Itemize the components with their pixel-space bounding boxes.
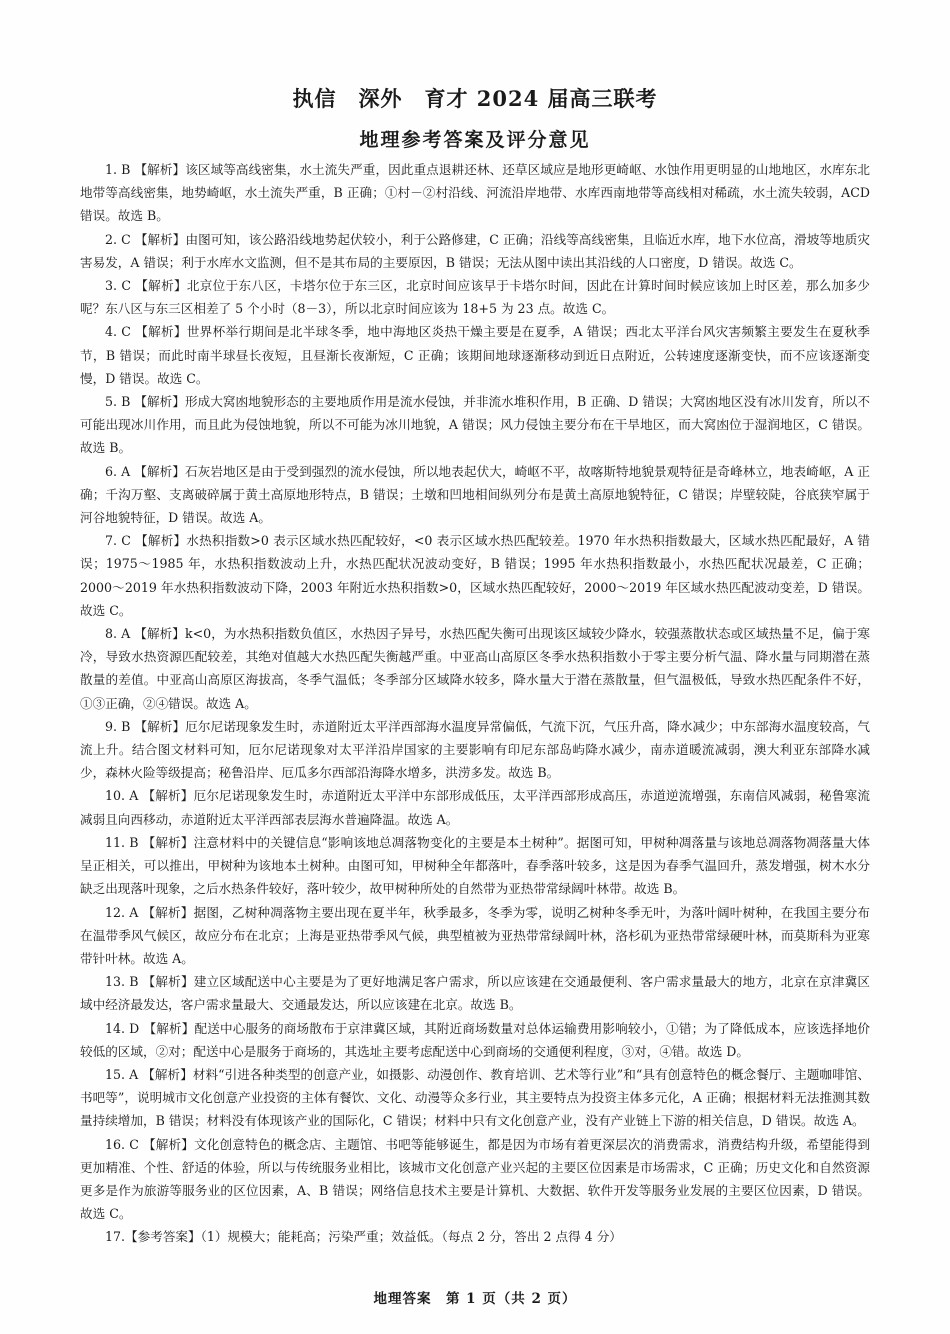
analysis-text: 形成大窝凼地貌形态的主要地质作用是流水侵蚀，并非流水堆积作用，B 正确、D 错误；大窝凼地区没有冰川发育，所以不可能出现冰川作用，而且此为侵蚀地貌，所以不可能为冰川地貌，A 错误；风力侵蚀主要分布在干旱地区，而大窝凼位于湿润地区，C 错误。故选 B。	[80, 394, 870, 456]
analysis-tag: 【解析】	[143, 1020, 195, 1036]
reference-answer-text: （1）规模大；能耗高；污染严重；效益低。（每点 2 分，答出 2 点得 4 分）	[200, 1229, 622, 1245]
reference-answer-tag: 【参考答案】	[125, 1229, 201, 1245]
answer-number: 16. C	[105, 1136, 139, 1152]
analysis-tag: 【解析】	[135, 533, 187, 549]
analysis-tag: 【解析】	[142, 974, 194, 990]
answer-number: 2. C	[105, 231, 131, 247]
analysis-text: 据图，乙树种凋落物主要出现在夏半年，秋季最多，冬季为零，说明乙树种冬季无叶，为落叶阔叶树种，在我国主要分布在温带季风气候区，故应分布在北京；上海是亚热带季风气候，典型植被为亚热带常绿阔叶林，洛杉矶为亚热带常绿硬叶林，而莫斯科为亚寒带针叶林。故选 A。	[80, 904, 871, 966]
answer-item-9	[80, 715, 870, 785]
answer-number: 8. A	[105, 626, 131, 642]
answer-item-14	[80, 1017, 870, 1063]
analysis-text: 文化创意特色的概念店、主题馆、书吧等能够诞生，都是因为市场有着更深层次的消费需求，消费结构升级，希望能得到更加精准、个性、舒适的体验，所以与传统服务业相比，该城市文化创意产业兴起的主要区位因素是市场需求，C 正确；历史文化和自然资源更多是作为旅游等服务业的区位因素，A、B 错误；网络信息技术主要是计算机、大数据、软件开发等服务业发展的主要区位因素，D 错误。故选 C。	[80, 1136, 871, 1222]
answer-item-13	[80, 970, 870, 1016]
analysis-text: 该区域等高线密集，水土流失严重，因此重点退耕还林、还草区域应是地形更崎岖、水蚀作用更明显的山地地区，水库东北地带等高线密集，地势崎岖，水土流失严重，B 正确；①村－②村沿线、河流沿岸地带、水库西南地带等高线相对稀疏，水土流失较弱，ACD 错误。故选 B。	[80, 162, 870, 224]
analysis-tag: 【解析】	[134, 463, 186, 479]
answer-number: 12. A	[105, 904, 139, 920]
answer-item-11	[80, 831, 870, 901]
analysis-text: k<0，为水热积指数负值区，水热因子异号，水热匹配失衡可出现该区域较少降水，较强蒸散状态或区域热量不足，偏于寒冷，导致水热资源匹配较差，其绝对值越大水热匹配失衡越严重。中亚高山高原区冬季水热积指数小于零主要分析气温、降水量与同期潜在蒸散量的差值。中亚高山高原区海拔高，冬季气温低；冬季部分区域降水较多，降水量大于潜在蒸散量，但气温极低，导致水热匹配条件不好，①③正确，②④错误。故选 A。	[80, 626, 871, 711]
answer-number: 11. B	[105, 834, 139, 850]
analysis-tag: 【解析】	[142, 834, 194, 850]
analysis-text: 由图可知，该公路沿线地势起伏较小，利于公路修建，C 正确；沿线等高线密集，且临近水库，地下水位高，滑坡等地质灾害易发，A 错误；利于水库水文监测，但不是其布局的主要原因，B 错误；无法从图中读出其沿线的人口密度，D 错误。故选 C。	[80, 231, 871, 270]
answer-number: 15. A	[105, 1066, 139, 1082]
answer-number: 9. B	[105, 718, 131, 734]
analysis-text: 配送中心服务的商场散布于京津冀区域，其附近商场数量对总体运输费用影响较小，①错；为了降低成本，应该选择地价较低的区域，②对；配送中心是服务于商场的，其选址主要考虑配送中心到商场的交通便利程度，③对，④错。故选 D。	[80, 1020, 871, 1059]
answer-item-7	[80, 529, 870, 622]
analysis-text: 注意材料中的关键信息“影响该地总凋落物变化的主要是本土树种”。据图可知，甲树种凋落量与该地总凋落物凋落量大体呈正相关，可以推出，甲树种为该地本土树种。由图可知，甲树种全年都落叶，春季落叶较多，这是因为春季气温回升，蒸发增强，树木水分缺乏出现落叶现象，之后水热条件较好，落叶较少，故甲树种所处的自然带为亚热带常绿阔叶林带。故选 B。	[80, 834, 870, 897]
analysis-tag: 【解析】	[134, 394, 185, 410]
analysis-text: 水热积指数>0 表示区域水热匹配较好，<0 表示区域水热匹配较差。1970 年水热积指数最大，区域水热匹配最好，A 错误；1975～1985 年，水热积指数波动上升，水热匹配状况波动变好，B 错误；1995 年水热积指数最小，水热匹配状况最差，C 正确；2000～2019 年水热积指数波动下降，2003 年附近水热积指数>0，区域水热匹配较好，2000～2019 年区域水热匹配波动变差，D 错误。故选 C。	[80, 533, 871, 618]
document-subtitle: 地理参考答案及评分意见	[359, 129, 591, 151]
answer-item-5	[80, 390, 870, 460]
analysis-text: 石灰岩地区是由于受到强烈的流水侵蚀，所以地表起伏大，崎岖不平，故喀斯特地貌景观特征是奇峰林立，地表崎岖，A 正确；千沟万壑、支离破碎属于黄土高原地形特点，B 错误；土墩和凹地相间纵列分布是黄土高原地貌特征，C 错误；岸壁较陡，谷底狭窄属于河谷地貌特征，D 错误。故选 A。	[80, 463, 870, 526]
analysis-tag: 【解析】	[142, 1066, 193, 1082]
analysis-text: 厄尔尼诺现象发生时，赤道附近太平洋中东部形成低压，太平洋西部形成高压，赤道逆流增强，东南信风减弱，秘鲁寒流减弱且向西移动，赤道附近太平洋西部表层海水普遍降温。故选 A。	[80, 788, 871, 827]
analysis-tag: 【解析】	[142, 788, 194, 804]
answer-number: 1. B	[105, 162, 131, 177]
answer-number: 14. D	[105, 1020, 140, 1036]
answer-number: 13. B	[105, 974, 139, 990]
analysis-tag: 【解析】	[134, 626, 185, 642]
answer-item-2	[80, 228, 870, 274]
analysis-text: 建立区域配送中心主要是为了更好地满足客户需求，所以应该建在交通最便利、客户需求量最大的地方，北京在京津冀区域中经济最发达，客户需求量最大、交通最发达，所以应该建在北京。故选 B。	[80, 974, 871, 1013]
answer-list	[80, 158, 870, 1249]
analysis-tag: 【解析】	[134, 162, 186, 177]
answer-item-10	[80, 784, 870, 830]
answer-item-15	[80, 1063, 870, 1133]
analysis-text: 世界杯举行期间是北半球冬季，地中海地区炎热干燥主要是在夏季，A 错误；西北太平洋台风灾害频繁主要发生在夏秋季节，B 错误；而此时南半球昼长夜短，且昼渐长夜渐短，C 正确；该期间地球逐渐移动到近日点附近，公转速度逐渐变快，而不应该逐渐变慢，D 错误。故选 C。	[80, 324, 870, 386]
page-footer: 地理答案 第 1 页（共 2 页）	[373, 1291, 577, 1307]
analysis-tag: 【解析】	[135, 324, 187, 340]
answer-number: 10. A	[105, 788, 139, 804]
analysis-tag: 【解析】	[142, 904, 194, 920]
answer-item-3	[80, 274, 870, 320]
exam-title: 执信 深外 育才 2024 届高三联考	[292, 86, 658, 111]
answer-number: 3. C	[105, 278, 131, 294]
answer-number: 17.	[105, 1229, 126, 1245]
answer-item-17	[80, 1225, 870, 1248]
analysis-tag: 【解析】	[134, 718, 186, 734]
answer-number: 4. C	[105, 324, 131, 340]
answer-item-1	[80, 158, 870, 228]
answer-item-4	[80, 320, 870, 390]
answer-item-6	[80, 460, 870, 530]
answer-item-8	[80, 622, 870, 715]
analysis-tag: 【解析】	[135, 278, 187, 294]
analysis-tag: 【解析】	[143, 1136, 195, 1152]
analysis-text: 北京位于东八区，卡塔尔位于东三区，北京时间应该早于卡塔尔时间，因此在计算时间时候应该加上时区差，那么加多少呢？东八区与东三区相差了 5 个小时（8－3），所以北京时间应该为 18+5 为 23 点。故选 C。	[80, 278, 871, 317]
analysis-text: 材料“引进各种类型的创意产业，如摄影、动漫创作、教育培训、艺术等行业”和“具有创意特色的概念餐厅、主题咖啡馆、书吧等”，说明城市文化创意产业投资的主体有餐饮、文化、动漫等众多行业，其主要特点为投资主体多元化，A 正确；根据材料无法推测其数量持续增加，B 错误；材料没有体现该产业的国际化，C 错误；材料中只有文化创意产业，没有产业链上下游的相关信息，D 错误。故选 A。	[80, 1066, 870, 1129]
answer-number: 5. B	[105, 394, 131, 410]
answer-number: 7. C	[105, 533, 131, 549]
answer-number: 6. A	[105, 463, 131, 479]
answer-item-12	[80, 901, 870, 971]
analysis-tag: 【解析】	[134, 231, 186, 247]
analysis-text: 厄尔尼诺现象发生时，赤道附近太平洋西部海水温度异常偏低，气流下沉，气压升高，降水减少；中东部海水温度较高，气流上升。结合图文材料可知，厄尔尼诺现象对太平洋沿岸国家的主要影响有印尼东部岛屿降水减少，南赤道暖流减弱，澳大利亚东部降水减少，森林火险等级提高；秘鲁沿岸、厄瓜多尔西部沿海降水增多，洪涝多发。故选 B。	[80, 718, 870, 781]
answer-item-16	[80, 1133, 870, 1226]
